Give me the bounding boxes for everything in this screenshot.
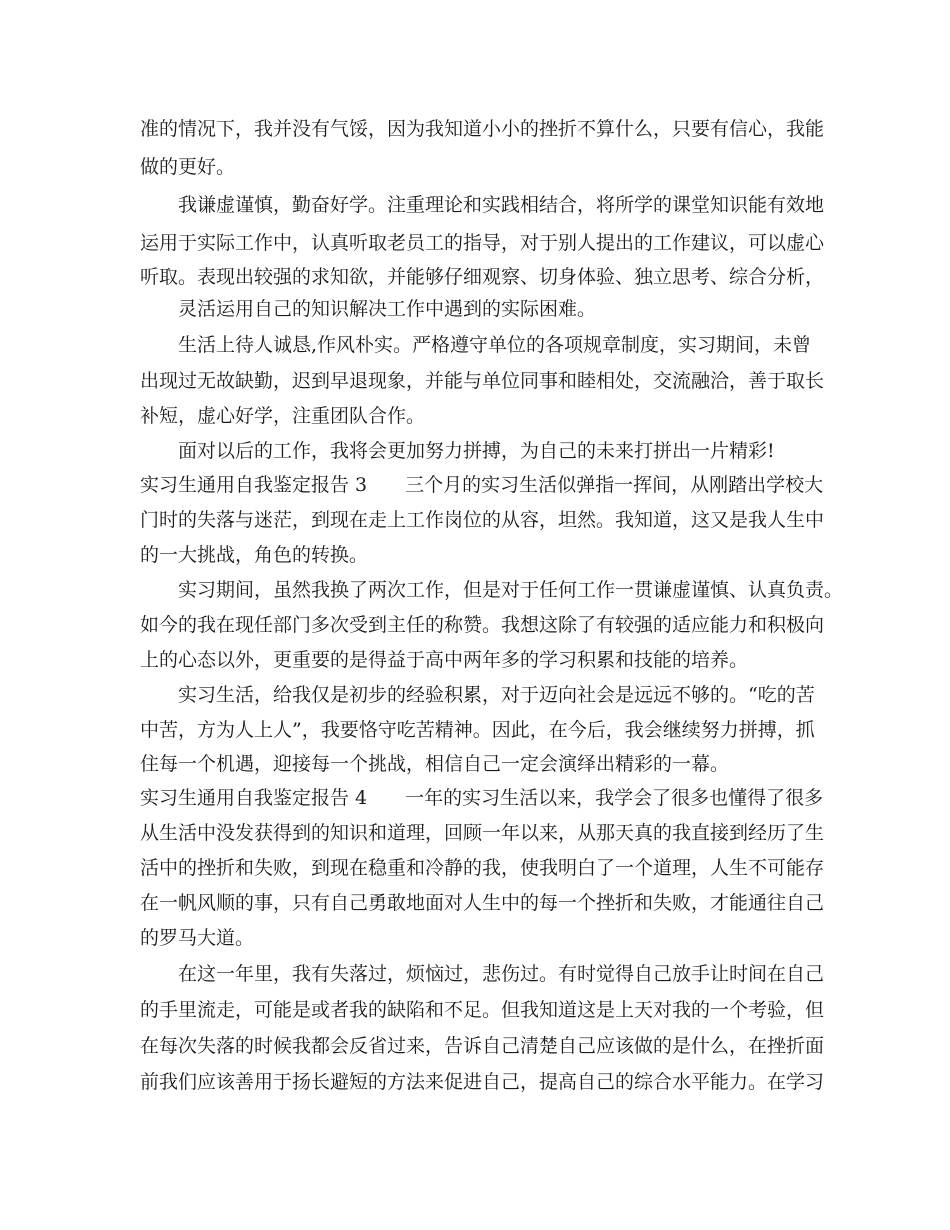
text-line: 从生活中没发获得到的知识和道理，回顾一年以来，从那天真的我直接到经历了生	[140, 822, 825, 844]
text-line: 住每一个机遇，迎接每一个挑战，相信自己一定会演绎出精彩的一幕。	[140, 753, 730, 775]
text-line: 在一帆风顺的事，只有自己勇敢地面对人生中的每一个挫折和失败，才能通往自己	[140, 892, 825, 914]
text-line: 运用于实际工作中，认真听取老员工的指导，对于别人提出的工作建议，可以虚心	[140, 232, 825, 254]
paragraph-start: 灵活运用自己的知识解决工作中遇到的实际困难。	[178, 298, 597, 320]
report-heading: 实习生通用自我鉴定报告 4	[140, 787, 368, 809]
text-line: 的一大挑战，角色的转换。	[140, 544, 369, 566]
report-heading: 实习生通用自我鉴定报告 3	[140, 474, 368, 496]
text-line: 上的心态以外，更重要的是得益于高中两年多的学习积累和技能的培养。	[140, 649, 749, 671]
text-line: 前我们应该善用于扬长避短的方法来促进自己，提高自己的综合水平能力。在学习	[140, 1071, 825, 1093]
text-line: 三个月的实习生活似弹指一挥间，从刚踏出学校大	[405, 474, 824, 496]
text-line: 补短，虚心好学，注重团队合作。	[140, 405, 426, 427]
paragraph-start: 实习期间，虽然我换了两次工作，但是对于任何工作一贯谦虚谨慎、认真负责。	[178, 579, 844, 601]
text-line: 中苦，方为人上人”，我要恪守吃苦精神。因此，在今后，我会继续努力拼搏，抓	[140, 719, 815, 741]
text-line: 准的情况下，我并没有气馁，因为我知道小小的挫折不算什么，只要有信心，我能	[140, 118, 825, 140]
text-line: 如今的我在现任部门多次受到主任的称赞。我想这除了有较强的适应能力和积极向	[140, 614, 825, 636]
paragraph-start: 生活上待人诚恳,作风朴实。严格遵守单位的各项规章制度，实习期间，未曾	[178, 334, 812, 356]
text-line: 的手里流走，可能是或者我的缺陷和不足。但我知道这是上天对我的一个考验，但	[140, 999, 825, 1021]
paragraph-start: 在这一年里，我有失落过，烦恼过，悲伤过。有时觉得自己放手让时间在自己	[178, 963, 825, 985]
text-line: 一年的实习生活以来，我学会了很多也懂得了很多	[405, 787, 824, 809]
text-line: 出现过无故缺勤，迟到早退现象，并能与单位同事和睦相处，交流融洽，善于取长	[140, 370, 825, 392]
text-line: 在每次失落的时候我都会反省过来，告诉自己清楚自己应该做的是什么，在挫折面	[140, 1035, 825, 1057]
paragraph-start: 面对以后的工作，我将会更加努力拼搏，为自己的未来打拼出一片精彩!	[178, 440, 775, 462]
text-line: 做的更好。	[140, 156, 236, 178]
text-line: 听取。表现出较强的求知欲，并能够仔细观察、切身体验、独立思考、综合分析，	[140, 266, 825, 288]
paragraph-start: 我谦虚谨慎，勤奋好学。注重理论和实践相结合，将所学的课堂知识能有效地	[178, 194, 825, 216]
paragraph-start: 实习生活，给我仅是初步的经验积累，对于迈向社会是远远不够的。“吃的苦	[178, 684, 815, 706]
section-heading-line	[140, 786, 823, 810]
text-line: 门时的失落与迷茫，到现在走上工作岗位的从容，坦然。我知道，这又是我人生中	[140, 509, 825, 531]
section-heading-line	[140, 473, 823, 497]
text-line: 活中的挫折和失败，到现在稳重和冷静的我，使我明白了一个道理，人生不可能存	[140, 857, 825, 879]
text-line: 的罗马大道。	[140, 927, 255, 949]
